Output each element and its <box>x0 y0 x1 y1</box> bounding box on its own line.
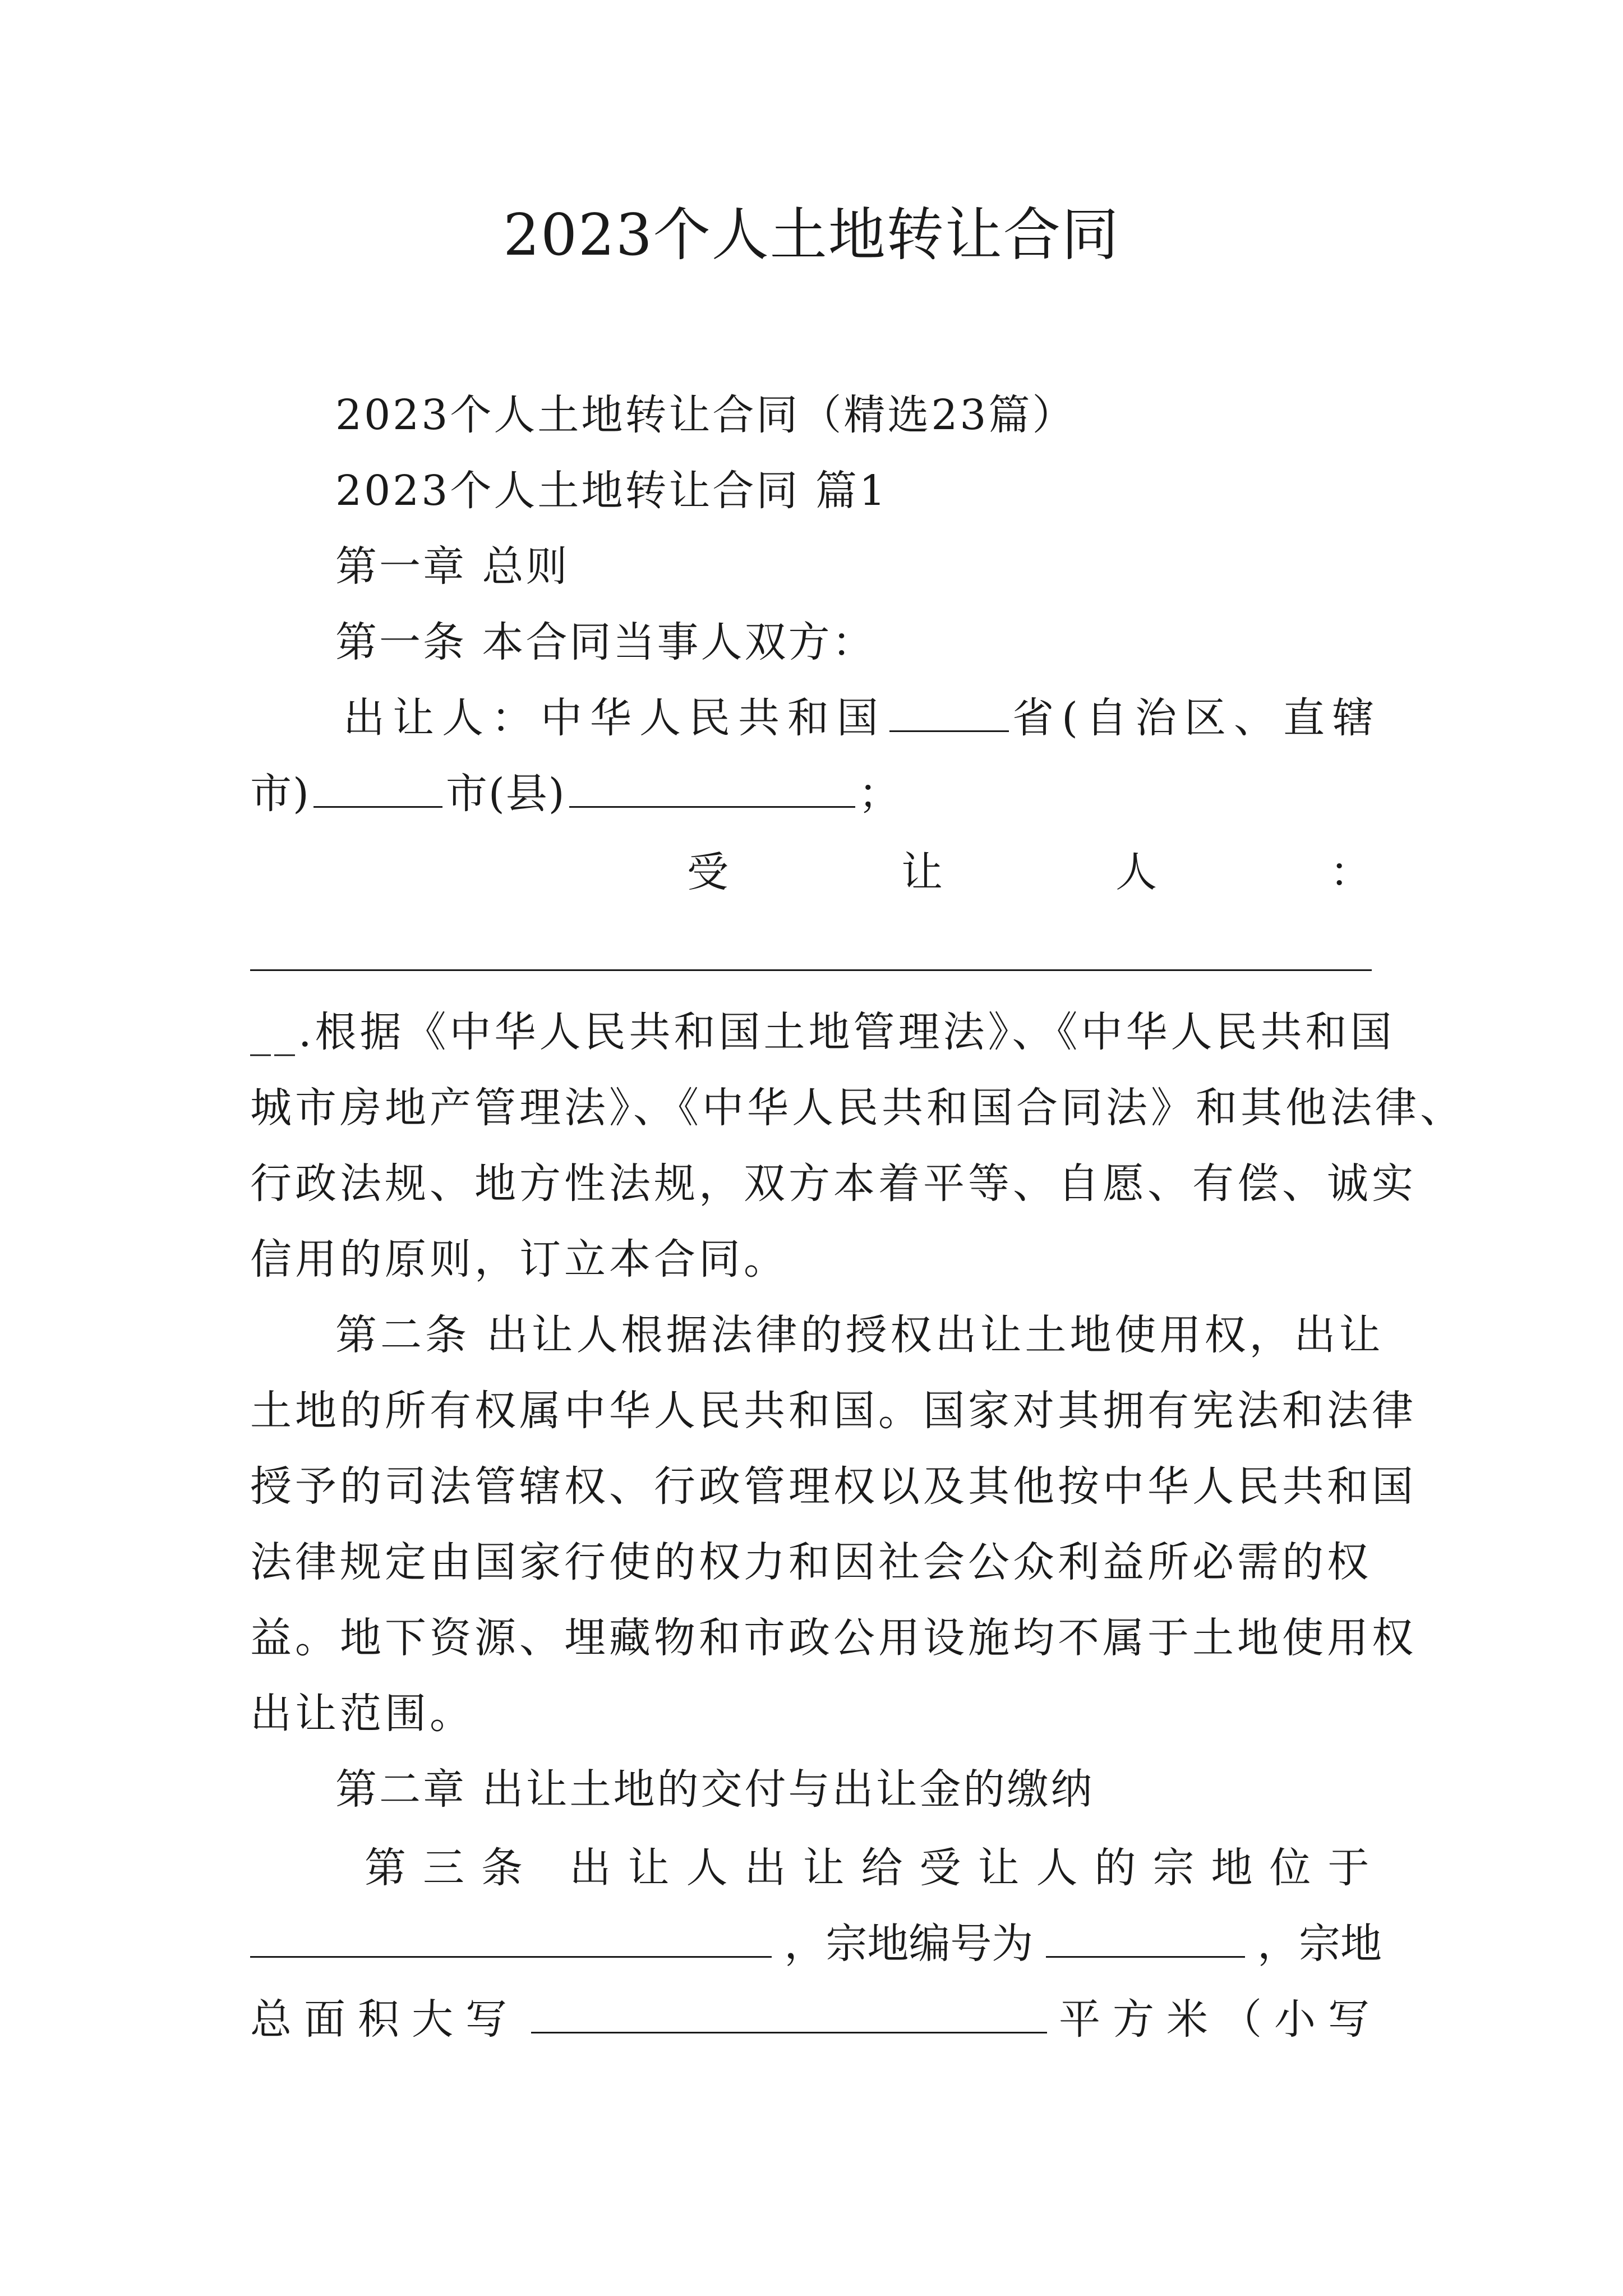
county-label: 市(县) <box>445 770 566 818</box>
city-line-end: ； <box>858 770 901 818</box>
transferee-colon: ： <box>1330 848 1371 896</box>
province-label: 省(自治区、直辖 <box>1012 694 1382 742</box>
parcel-number-blank <box>1046 1917 1245 1958</box>
transferee-line <box>687 844 1371 900</box>
parcel-number-label: ，宗地编号为 <box>784 1920 1034 1968</box>
paragraph-line: __.根据《中华人民共和国土地管理法》、《中华人民共和国 <box>250 1008 1395 1056</box>
transferor-label: 出让人：中华人民共和国 <box>343 694 886 742</box>
transferee-blank <box>250 969 1372 971</box>
transferee-char-3: 人 <box>1115 848 1157 896</box>
section-heading: 2023个人土地转让合同 篇1 <box>335 467 888 515</box>
transferee-char-2: 让 <box>901 848 943 896</box>
transferee-char-1: 受 <box>687 848 728 896</box>
article-line: 第一条 本合同当事人双方： <box>335 618 876 666</box>
paragraph-line: 城市房地产管理法》、《中华人民共和国合同法》和其他法律、 <box>250 1084 1465 1132</box>
paragraph-line: 益。地下资源、埋藏物和市政公用设施均不属于土地使用权 <box>250 1614 1417 1662</box>
chapter-heading: 第一章 总则 <box>335 542 570 591</box>
chapter-heading: 第二章 出让土地的交付与出让金的缴纳 <box>335 1765 1095 1814</box>
province-blank <box>889 691 1009 732</box>
paragraph-line: 出让范围。 <box>250 1690 474 1738</box>
paragraph-line: 信用的原则，订立本合同。 <box>250 1235 789 1283</box>
paragraph-line: 行政法规、地方性法规，双方本着平等、自愿、有偿、诚实 <box>250 1159 1417 1208</box>
paragraph-line: 授予的司法管辖权、行政管理权以及其他按中华人民共和国 <box>250 1462 1417 1511</box>
paragraph-line: 法律规定由国家行使的权力和因社会公众利益所必需的权 <box>250 1538 1372 1586</box>
transferor-line <box>343 690 1382 746</box>
area-label: 总面积大写 <box>250 1995 519 2044</box>
subtitle-line: 2023个人土地转让合同（精选23篇） <box>335 391 1076 439</box>
article-line: 第三条 出让人出让给受让人的宗地位于 <box>365 1844 1386 1892</box>
parcel-area-label: ，宗地 <box>1257 1920 1382 1968</box>
city-line <box>250 766 901 822</box>
area-blank <box>531 1993 1047 2033</box>
location-blank <box>250 1917 772 1958</box>
area-line <box>250 1991 1382 2047</box>
document-title: 2023个人土地转让合同 <box>503 202 1120 269</box>
parcel-line <box>250 1916 1382 1972</box>
paragraph-line: 第二条 出让人根据法律的授权出让土地使用权，出让 <box>335 1311 1384 1359</box>
city-blank <box>313 767 442 808</box>
county-blank <box>569 767 855 808</box>
area-unit-label: 平方米（小写 <box>1059 1995 1382 2044</box>
paragraph-line: 土地的所有权属中华人民共和国。国家对其拥有宪法和法律 <box>250 1387 1417 1435</box>
city-prefix: 市) <box>250 770 310 818</box>
